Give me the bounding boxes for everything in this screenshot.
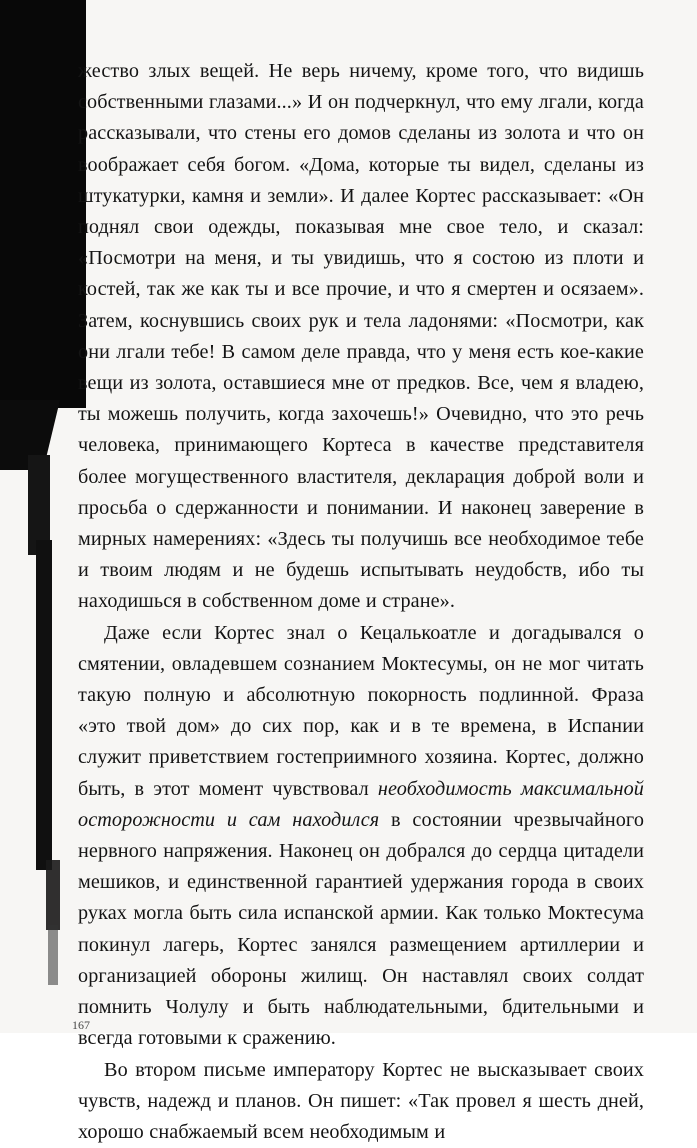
scan-shadow-artifact-column <box>36 540 52 870</box>
scan-shadow-artifact-lower <box>46 860 60 930</box>
paragraph-2-italic: необходимость максимальной осторожности и сам находился <box>78 778 644 831</box>
paragraph-1: жество злых вещей. Не верь ничему, кроме того, что видишь собственными глазами...» И он подчеркнул, что ему лгали, когда рассказывали, что стены его домов сделаны из золота и что он воображает себя богом. «Дома, которые ты видел, сделаны из штукатурки, камня и земли». И далее Кортес рассказывает: «Он поднял свои одежды, показывая мне свое тело, и сказал: «Посмотри на меня, и ты увидишь, что я состою из плоти и костей, так же как ты и все прочие, и что я смертен и осязаем». Затем, коснувшись своих рук и тела ладонями: «Посмотри, как они лгали тебе! В самом деле правда, что у меня есть кое-какие вещи из золота, оставшиеся мне от предков. Все, чем я владею, ты можешь получить, когда захочешь!» Очевидно, что это речь человека, принимающего Кортеса в качестве представителя более могущественного властителя, декларация доброй воли и просьба о сдержанности и понимании. И наконец заверение в мирных намерениях: «Здесь ты получишь все необходимое тебе и твоим людям и не будешь испытывать неудобств, ибо ты находишься в собственном доме и стране». <box>78 56 644 618</box>
paragraph-2-part-2: в состоянии чрезвычайного нервного напряжения. Наконец он добрался до сердца цитадели мешиков, и единственной гарантией удержания города в своих руках могла быть сила испанской армии. Как только Моктесума покинул лагерь, Кортес занялся размещением артиллерии и организацией обороны жилищ. Он наставлял своих солдат помнить Чолулу и быть наблюдательными, бдительными и всегда готовыми к сражению. <box>78 809 644 1049</box>
scan-shadow-artifact-top <box>0 0 86 408</box>
page-number: 167 <box>72 1018 90 1033</box>
scan-shadow-artifact-tail <box>48 925 58 985</box>
paragraph-2-part-1: Даже если Кортес знал о Кецалькоатле и догадывался о смятении, овладевшем сознанием Моктесумы, он не мог читать такую полную и абсолютную покорность подлинной. Фраза «это твой дом» до сих пор, как и в те времена, в Испании служит приветствием гостеприимного хозяина. Кортес, должно быть, в этот момент чувствовал <box>78 622 644 800</box>
paragraph-2 <box>78 618 644 1055</box>
page-text-body <box>78 56 644 1148</box>
paragraph-3: Во втором письме императору Кортес не высказывает своих чувств, надежд и планов. Он пишет: «Так провел я шесть дней, хорошо снабжаемый всем необходимым и <box>78 1055 644 1148</box>
